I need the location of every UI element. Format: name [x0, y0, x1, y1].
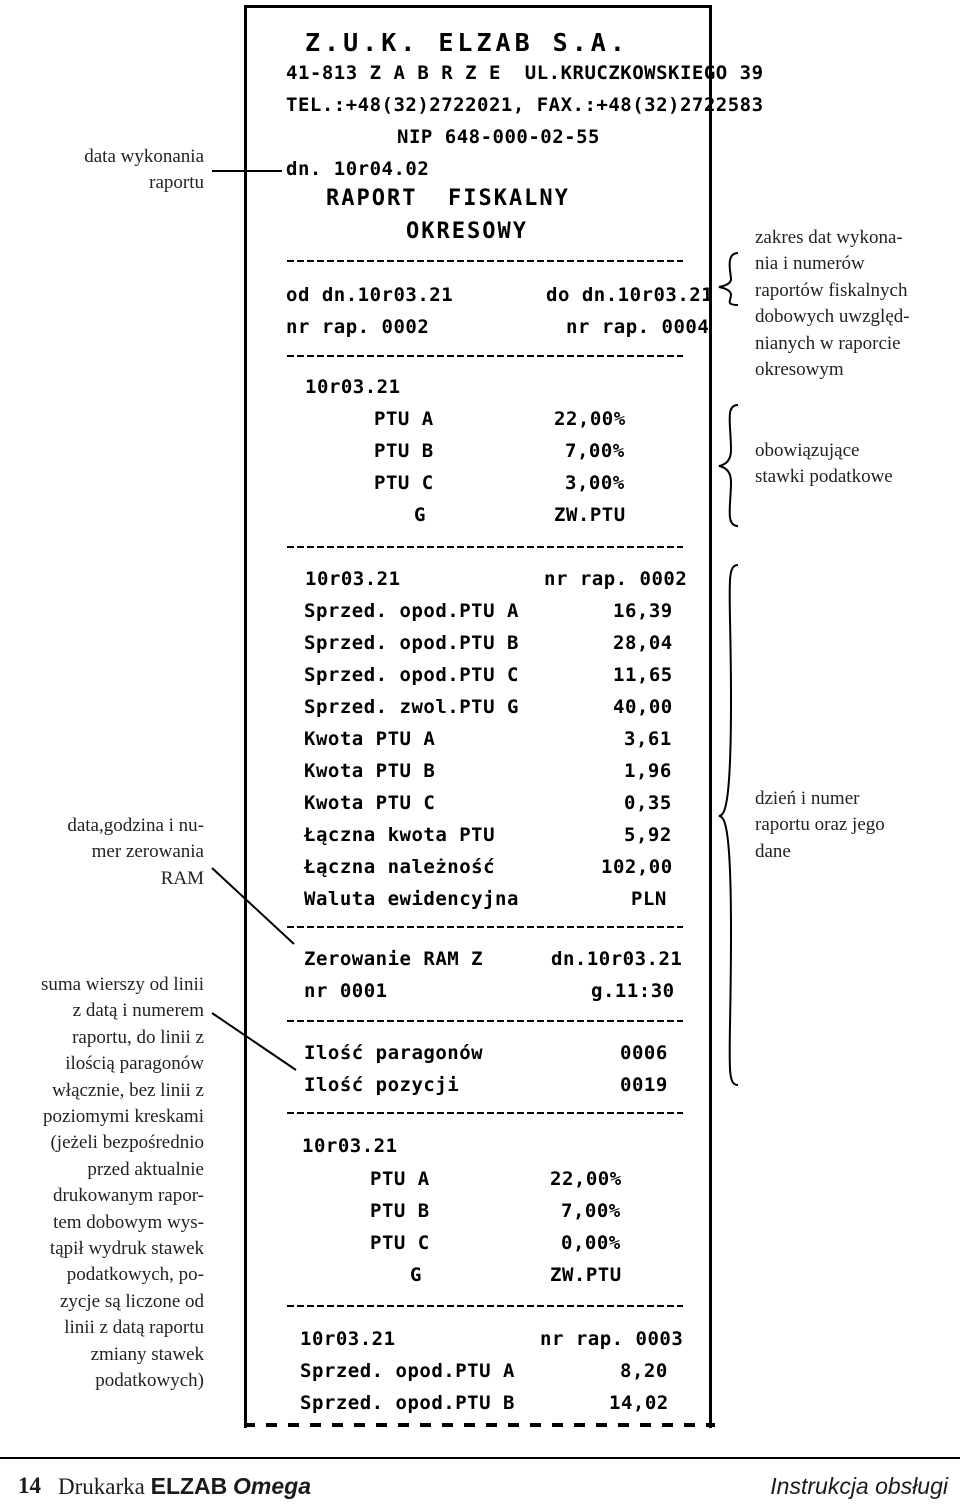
daily-row-label: Kwota PTU B — [304, 760, 436, 782]
rate-label: PTU A — [370, 1168, 430, 1190]
range-to-date: do dn.10r03.21 — [546, 284, 714, 306]
rates-date: 10r03.21 — [302, 1135, 398, 1157]
page-number: 14 — [18, 1473, 41, 1498]
rate-value: ZW.PTU — [550, 1264, 622, 1286]
daily-nr: nr rap. 0002 — [544, 568, 688, 590]
rate-value: 22,00% — [550, 1168, 622, 1190]
receipt-title-line2: OKRESOWY — [406, 219, 528, 244]
daily-row-value: 40,00 — [613, 696, 673, 718]
rate-value: 3,00% — [565, 472, 625, 494]
receipt-separator — [287, 1112, 683, 1114]
footer-model: Omega — [233, 1473, 312, 1499]
ram-reset-date: dn.10r03.21 — [551, 948, 683, 970]
daily-row-label: Kwota PTU A — [304, 728, 436, 750]
receipt-separator — [287, 926, 683, 928]
receipt-address: 41-813 Z A B R Z E UL.KRUCZKOWSKIEGO 39 — [286, 62, 764, 84]
daily-row-value: 5,92 — [624, 824, 672, 846]
rate-label: G — [410, 1264, 422, 1286]
rate-label: PTU B — [370, 1200, 430, 1222]
receipt-separator — [287, 1305, 683, 1307]
rate-value: 7,00% — [565, 440, 625, 462]
footer-manual-title: Instrukcja obsługi — [770, 1473, 948, 1499]
brace-day-report — [719, 565, 738, 1085]
annotation-date-range: zakres dat wykona- nia i numerów raportów fiskalnych dobowych uwzględ- nianych w raporcie okresowym — [755, 227, 910, 381]
range-from-date: od dn.10r03.21 — [286, 284, 454, 306]
daily-nr: nr rap. 0003 — [540, 1328, 684, 1350]
rate-value: 22,00% — [554, 408, 626, 430]
rate-value: 7,00% — [561, 1200, 621, 1222]
daily-row-value: PLN — [631, 888, 667, 910]
ram-reset-time: g.11:30 — [591, 980, 675, 1002]
footer-brand: ELZAB — [150, 1473, 228, 1499]
receipt-separator — [287, 1020, 683, 1022]
daily-row-value: 11,65 — [613, 664, 673, 686]
receipt-title-line1: RAPORT FISKALNY — [326, 186, 570, 211]
count-value: 0019 — [620, 1074, 668, 1096]
receipt-nip: NIP 648-000-02-55 — [397, 126, 600, 148]
range-from-nr: nr rap. 0002 — [286, 316, 430, 338]
receipt-date: dn. 10r04.02 — [286, 158, 430, 180]
receipt-contact: TEL.:+48(32)2722021, FAX.:+48(32)2722583 — [286, 94, 764, 116]
annotation-day-report: dzień i numer raportu oraz jego dane — [755, 788, 885, 862]
daily-row-value: 3,61 — [624, 728, 672, 750]
daily-row-label: Sprzed. zwol.PTU G — [304, 696, 519, 718]
footer-product: Drukarka — [58, 1474, 145, 1499]
daily-row-value: 14,02 — [609, 1392, 669, 1414]
daily-row-label: Kwota PTU C — [304, 792, 436, 814]
daily-date: 10r03.21 — [300, 1328, 396, 1350]
receipt-company: Z.U.K. ELZAB S.A. — [305, 28, 629, 57]
count-value: 0006 — [620, 1042, 668, 1064]
rate-label: PTU B — [374, 440, 434, 462]
daily-row-label: Łączna kwota PTU — [304, 824, 496, 846]
rate-label: PTU A — [374, 408, 434, 430]
rate-label: PTU C — [370, 1232, 430, 1254]
daily-row-value: 28,04 — [613, 632, 673, 654]
footer-rule — [0, 1457, 960, 1459]
annotation-sum-rows: suma wierszy od linii z datą i numerem raportu, do linii z ilością paragonów włącznie, bez linii z poziomymi kreskami (jeżeli bezpośrednio przed aktualnie drukowanym rapor- tem dobowym wys- tąpił wydruk stawek podatkowych, po- zycje są liczone od linii z datą raportu zmiany stawek podatkowych) — [40, 974, 204, 1392]
rate-label: G — [414, 504, 426, 526]
daily-row-value: 16,39 — [613, 600, 673, 622]
daily-row-label: Sprzed. opod.PTU B — [304, 632, 519, 654]
receipt-separator — [287, 355, 683, 357]
rate-label: PTU C — [374, 472, 434, 494]
brace-tax-rates — [719, 405, 738, 526]
annotation-tax-rates: obowiązujące stawki podatkowe — [755, 440, 893, 488]
annotation-ram-reset: data,godzina i nu- mer zerowania RAM — [67, 815, 204, 889]
rate-value: ZW.PTU — [554, 504, 626, 526]
daily-row-label: Waluta ewidencyjna — [304, 888, 519, 910]
daily-row-label: Sprzed. opod.PTU C — [304, 664, 519, 686]
daily-row-value: 8,20 — [620, 1360, 668, 1382]
daily-date: 10r03.21 — [305, 568, 401, 590]
rate-value: 0,00% — [561, 1232, 621, 1254]
count-label: Ilość paragonów — [304, 1042, 484, 1064]
daily-row-label: Łączna należność — [304, 856, 496, 878]
receipt-separator — [287, 260, 683, 262]
daily-row-value: 0,35 — [624, 792, 672, 814]
receipt-torn-edge — [244, 1423, 715, 1427]
count-label: Ilość pozycji — [304, 1074, 460, 1096]
daily-row-label: Sprzed. opod.PTU A — [304, 600, 519, 622]
brace-date-range — [719, 253, 738, 305]
daily-row-label: Sprzed. opod.PTU A — [300, 1360, 515, 1382]
ram-reset-label: Zerowanie RAM Z — [304, 948, 484, 970]
range-to-nr: nr rap. 0004 — [566, 316, 710, 338]
receipt-separator — [287, 546, 683, 548]
daily-row-value: 102,00 — [601, 856, 673, 878]
rates-date: 10r03.21 — [305, 376, 401, 398]
daily-row-label: Sprzed. opod.PTU B — [300, 1392, 515, 1414]
ram-reset-nr: nr 0001 — [304, 980, 388, 1002]
daily-row-value: 1,96 — [624, 760, 672, 782]
annotation-report-date: data wykonania raportu — [84, 146, 204, 194]
footer-title — [58, 1473, 311, 1500]
